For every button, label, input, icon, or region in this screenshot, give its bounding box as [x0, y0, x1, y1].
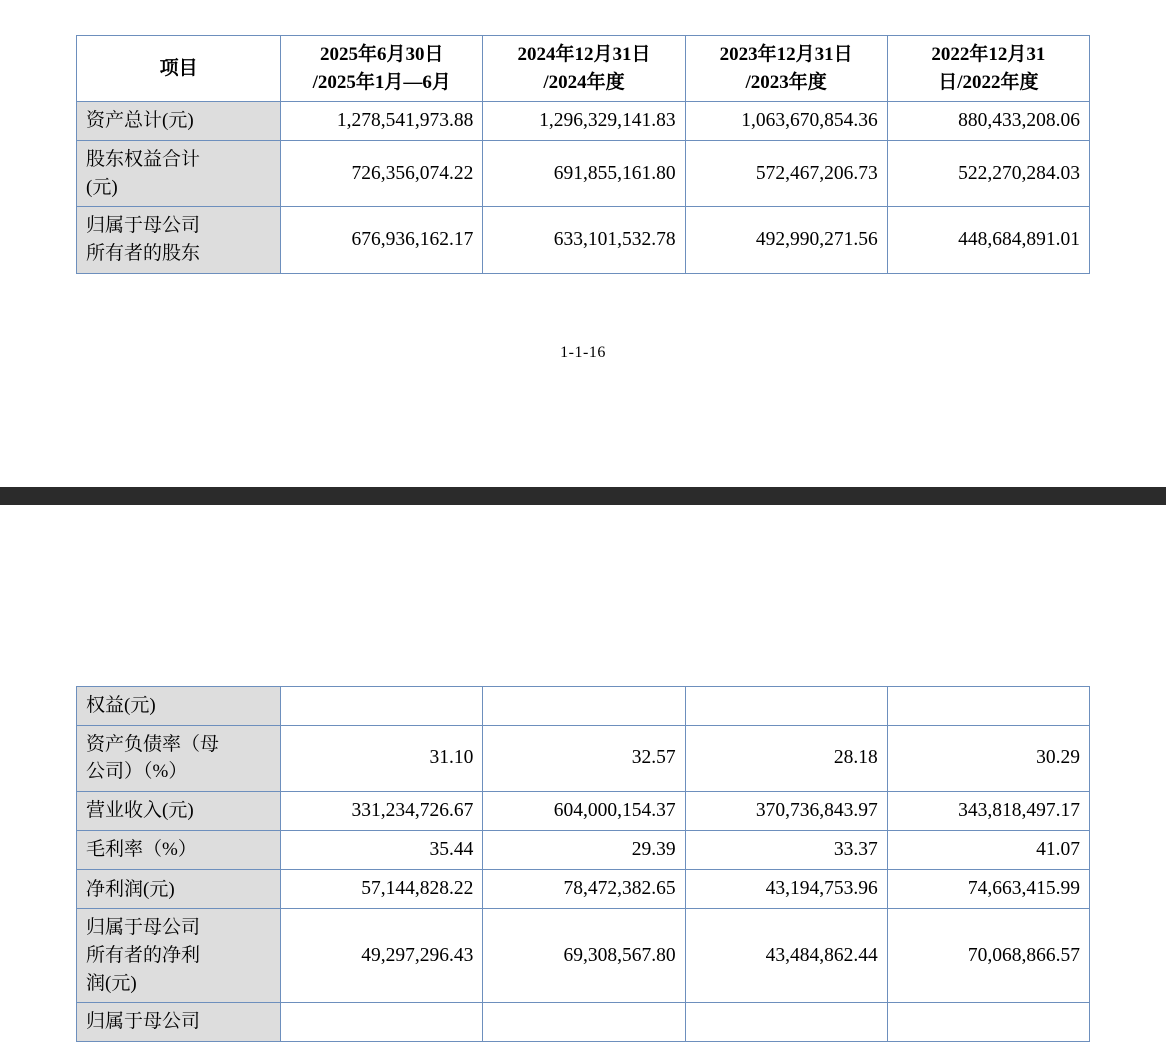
header-2024-line-2: /2024年度	[543, 71, 625, 93]
header-2025-line-2: /2025年1月—6月	[312, 71, 451, 93]
cell-clipped-2024	[483, 1003, 685, 1042]
header-2022-line-1: 2022年12月31	[931, 44, 1046, 65]
cell-debt-ratio-2024: 32.57	[483, 725, 685, 791]
cell-equity-cont-2025	[281, 687, 483, 726]
cell-revenue-2022: 343,818,497.17	[887, 791, 1089, 830]
cell-debt-ratio-2023: 28.18	[685, 725, 887, 791]
cell-parent-net-profit-2023: 43,484,862.44	[685, 909, 887, 1003]
table-header-row	[77, 36, 1090, 102]
cell-net-profit-2022: 74,663,415.99	[887, 870, 1089, 909]
cell-gross-margin-2024: 29.39	[483, 830, 685, 869]
row-label-line-1: 归属于母公司	[86, 1011, 201, 1033]
table-row	[77, 909, 1090, 1003]
row-label-line-1: 净利润(元)	[86, 878, 175, 900]
row-label-line-1: 归属于母公司	[86, 917, 201, 939]
header-item-line-1: 项目	[159, 57, 198, 79]
cell-debt-ratio-2022: 30.29	[887, 725, 1089, 791]
cell-parent-net-profit-2022: 70,068,866.57	[887, 909, 1089, 1003]
header-cell-period-2024	[483, 36, 685, 102]
cell-revenue-2024: 604,000,154.37	[483, 791, 685, 830]
header-2023-line-2: /2023年度	[745, 71, 827, 93]
page-number: 1-1-16	[560, 344, 606, 361]
cell-revenue-2023: 370,736,843.97	[685, 791, 887, 830]
cell-parent-net-profit-2024: 69,308,567.80	[483, 909, 685, 1003]
cell-clipped-2025	[281, 1003, 483, 1042]
table-row	[77, 141, 1090, 207]
cell-total-equity-2025: 726,356,074.22	[281, 141, 483, 207]
cell-gross-margin-2025: 35.44	[281, 830, 483, 869]
cell-total-assets-2022: 880,433,208.06	[887, 102, 1089, 141]
row-label-parent-company-clipped	[77, 1003, 281, 1042]
header-cell-period-2022	[887, 36, 1089, 102]
row-label-line-1: 权益(元)	[86, 695, 156, 716]
table-row	[77, 102, 1090, 141]
row-label-line-1: 归属于母公司	[86, 215, 201, 237]
header-cell-item	[77, 36, 281, 102]
cell-parent-net-profit-2025: 49,297,296.43	[281, 909, 483, 1003]
header-2025-line-1: 2025年6月30日	[320, 44, 444, 65]
page-separator-band	[0, 487, 1166, 505]
row-label-equity-cont	[77, 687, 281, 726]
row-label-parent-equity	[77, 207, 281, 273]
cell-net-profit-2025: 57,144,828.22	[281, 870, 483, 909]
financial-summary-table-top	[76, 35, 1090, 274]
cell-equity-cont-2022	[887, 687, 1089, 726]
row-label-line-2: (元)	[86, 176, 118, 198]
cell-total-equity-2023: 572,467,206.73	[685, 141, 887, 207]
cell-total-equity-2022: 522,270,284.03	[887, 141, 1089, 207]
row-label-parent-net-profit	[77, 909, 281, 1003]
row-label-revenue	[77, 791, 281, 830]
cell-net-profit-2023: 43,194,753.96	[685, 870, 887, 909]
table-row	[77, 791, 1090, 830]
cell-debt-ratio-2025: 31.10	[281, 725, 483, 791]
row-label-net-profit	[77, 870, 281, 909]
row-label-gross-margin	[77, 830, 281, 869]
table-row	[77, 687, 1090, 726]
cell-revenue-2025: 331,234,726.67	[281, 791, 483, 830]
row-label-line-1: 资产总计(元)	[86, 110, 194, 132]
row-label-total-equity	[77, 141, 281, 207]
financial-summary-table-bottom	[76, 686, 1090, 1042]
row-label-line-2: 公司）（%）	[86, 761, 188, 783]
header-2024-line-1: 2024年12月31日	[517, 44, 651, 65]
row-label-line-1: 毛利率（%）	[86, 839, 197, 861]
header-2023-line-1: 2023年12月31日	[719, 44, 853, 65]
cell-total-equity-2024: 691,855,161.80	[483, 141, 685, 207]
cell-parent-equity-2025: 676,936,162.17	[281, 207, 483, 273]
row-label-line-1: 资产负债率（母	[86, 733, 220, 755]
header-cell-period-2023	[685, 36, 887, 102]
cell-clipped-2022	[887, 1003, 1089, 1042]
cell-parent-equity-2023: 492,990,271.56	[685, 207, 887, 273]
row-label-line-2: 所有者的股东	[86, 243, 201, 264]
cell-total-assets-2023: 1,063,670,854.36	[685, 102, 887, 141]
cell-parent-equity-2024: 633,101,532.78	[483, 207, 685, 273]
table-row	[77, 1003, 1090, 1042]
header-2022-line-2: 日/2022年度	[938, 71, 1039, 93]
row-label-line-3: 润(元)	[86, 972, 137, 994]
cell-gross-margin-2022: 41.07	[887, 830, 1089, 869]
cell-total-assets-2024: 1,296,329,141.83	[483, 102, 685, 141]
table-row	[77, 207, 1090, 273]
row-label-debt-ratio	[77, 725, 281, 791]
row-label-line-1: 股东权益合计	[86, 149, 201, 171]
cell-equity-cont-2023	[685, 687, 887, 726]
cell-parent-equity-2022: 448,684,891.01	[887, 207, 1089, 273]
row-label-line-1: 营业收入(元)	[86, 800, 194, 821]
cell-clipped-2023	[685, 1003, 887, 1042]
row-label-total-assets	[77, 102, 281, 141]
row-label-line-2: 所有者的净利	[86, 944, 201, 966]
cell-net-profit-2024: 78,472,382.65	[483, 870, 685, 909]
cell-gross-margin-2023: 33.37	[685, 830, 887, 869]
cell-total-assets-2025: 1,278,541,973.88	[281, 102, 483, 141]
table-row	[77, 725, 1090, 791]
table-row	[77, 830, 1090, 869]
cell-equity-cont-2024	[483, 687, 685, 726]
header-cell-period-2025	[281, 36, 483, 102]
table-row	[77, 870, 1090, 909]
